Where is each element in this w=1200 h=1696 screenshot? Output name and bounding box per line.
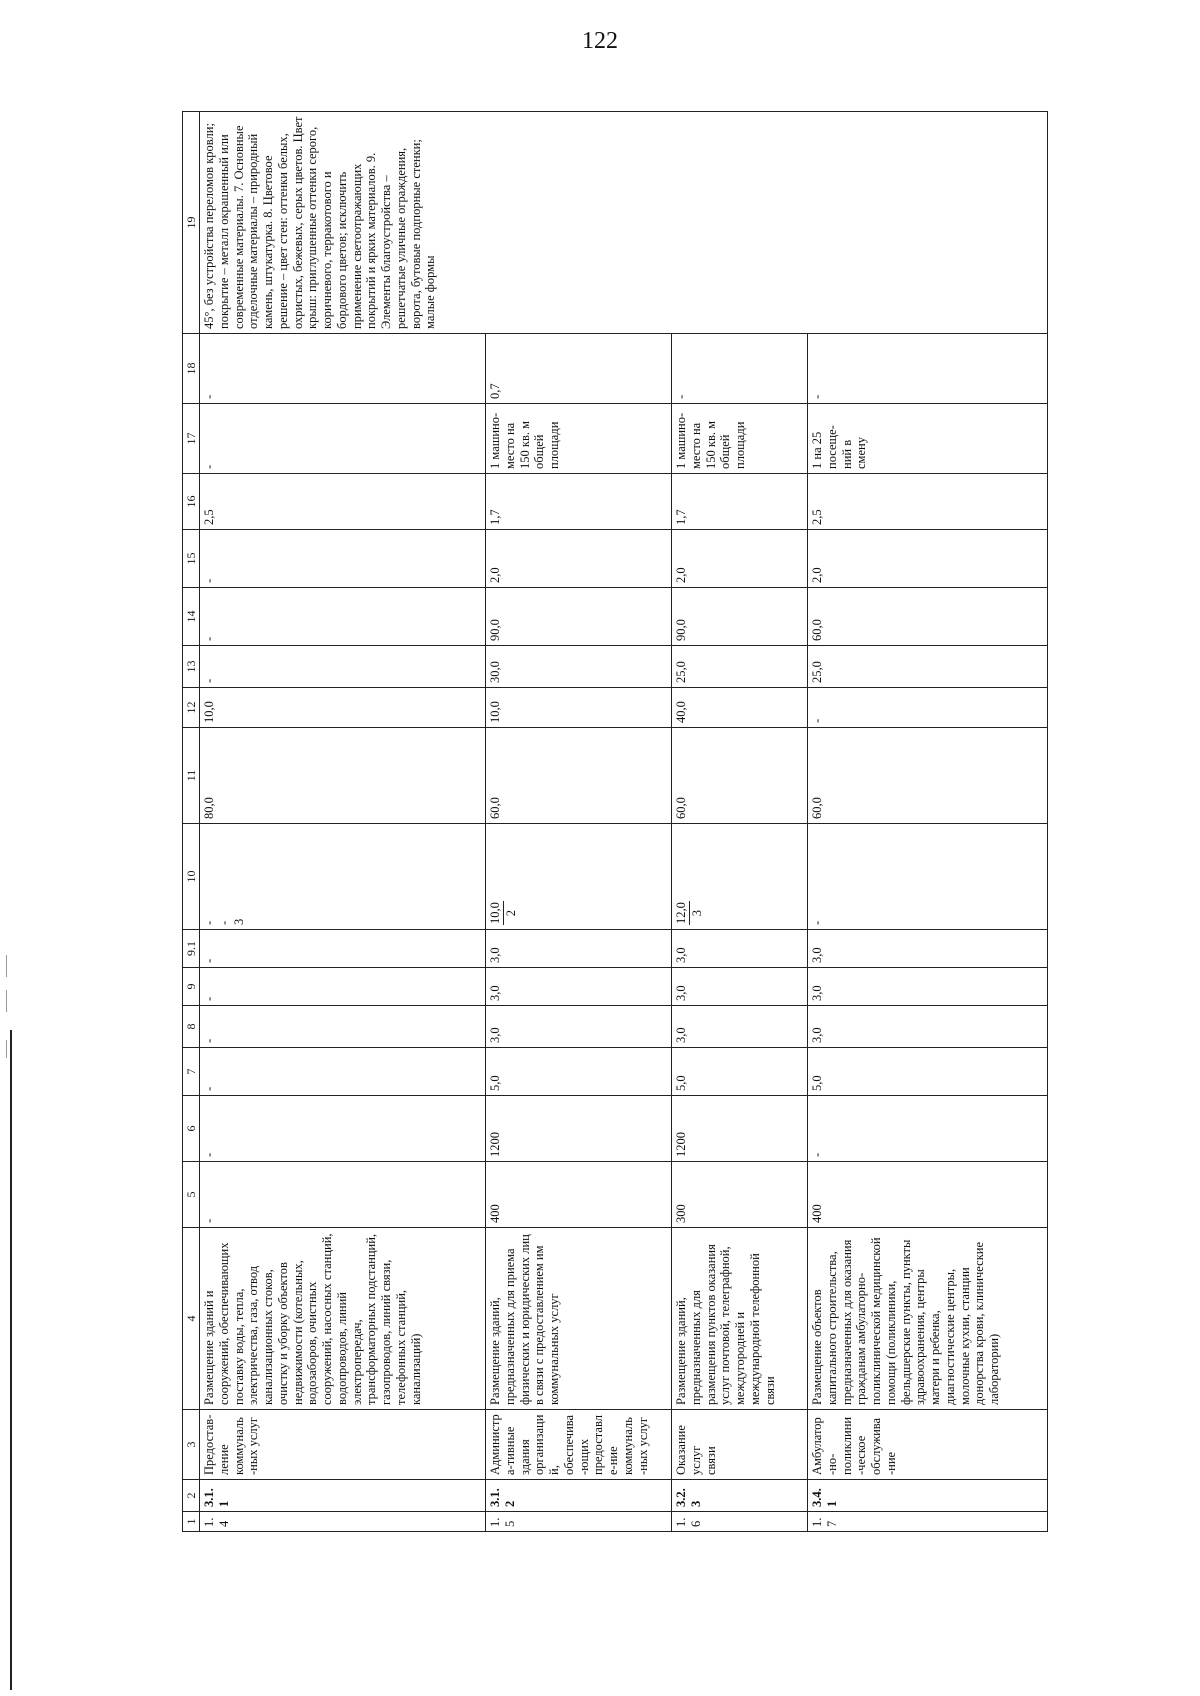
cell-number: 1.7 <box>808 1512 1048 1532</box>
cell-value: 1 на 25 посеще-ний в смену <box>808 404 1048 474</box>
cell-value: 2,0 <box>486 530 672 588</box>
fraction <box>674 901 705 925</box>
cell-value: 3,0 <box>672 1006 808 1048</box>
cell-value: 90,0 <box>486 588 672 646</box>
cell-value: 5,0 <box>672 1048 808 1096</box>
scan-mark <box>6 990 7 1012</box>
cell-value <box>672 824 808 930</box>
cell-code: 3.4.1 <box>808 1480 1048 1512</box>
scan-mark <box>6 955 7 977</box>
cell-value: 10,0 <box>200 688 486 728</box>
cell-value: 300 <box>672 1162 808 1228</box>
cell-value: 400 <box>808 1162 1048 1228</box>
cell-value: - <box>200 1096 486 1162</box>
cell-description: Размещение зданий и сооружений, обеспечивающих поставку воды, тепла, электричества, газа, отвод канализационных стоков, очистку и уборку объектов недвижимости (котельных, водозаборов, очистных сооружений, насосных станций, водопроводов, линий электропередач, трансформаторных подстанций, газопроводов, линий связи, телефонных станций, канализаций) <box>200 1228 486 1410</box>
cell-value: 0,7 <box>486 334 672 404</box>
cell-value: 3,0 <box>808 1006 1048 1048</box>
cell-value: 1 машино-место на 150 кв. м общей площади <box>486 404 672 474</box>
cell-value: - <box>808 824 1048 930</box>
cell-value: 25,0 <box>672 646 808 688</box>
table-row <box>200 112 486 1532</box>
fraction <box>488 901 519 925</box>
cell-number: 1.6 <box>672 1512 808 1532</box>
col-header: 6 <box>183 1096 200 1162</box>
cell-value: 80,0 <box>200 728 486 824</box>
cell-description: Размещение объектов капитального строительства, предназначенных для оказания гражданам амбулаторно-поликлинической медицинской помощи (поликлиники, фельдшерские пункты, пункты здравоохранения, центры матери и ребенка, диагностические центры, молочные кухни, станции донорства крови, клинические лаборатории) <box>808 1228 1048 1410</box>
cell-value: 40,0 <box>672 688 808 728</box>
col-header: 17 <box>183 404 200 474</box>
col-header: 3 <box>183 1410 200 1480</box>
cell-value: 30,0 <box>486 646 672 688</box>
scan-mark <box>6 1040 7 1058</box>
col-header: 1 <box>183 1512 200 1532</box>
cell-value: 1200 <box>672 1096 808 1162</box>
col-header: 2 <box>183 1480 200 1512</box>
cell-value <box>486 824 672 930</box>
col-header: 18 <box>183 334 200 404</box>
cell-value: - <box>200 646 486 688</box>
cell-value: - <box>200 334 486 404</box>
cell-code: 3.2.3 <box>672 1480 808 1512</box>
cell-value: 2,5 <box>808 474 1048 530</box>
fraction-denominator: 2 <box>503 909 518 917</box>
cell-value: 400 <box>486 1162 672 1228</box>
binding-margin-line <box>10 1030 12 1690</box>
cell-line: 3 <box>231 918 246 925</box>
cell-value: 5,0 <box>486 1048 672 1096</box>
fraction-denominator: 3 <box>689 909 704 917</box>
cell-value <box>200 824 486 930</box>
cell-use-name: Оказание услуг связи <box>672 1410 808 1480</box>
col-header: 14 <box>183 588 200 646</box>
header-row <box>183 112 200 1532</box>
cell-value: 2,0 <box>808 530 1048 588</box>
cell-use-name: Предостав-ление коммуналь-ных услуг <box>200 1410 486 1480</box>
cell-value: 60,0 <box>486 728 672 824</box>
cell-value: - <box>200 1048 486 1096</box>
cell-value: - <box>672 334 808 404</box>
cell-value: 10,0 <box>486 688 672 728</box>
col-header: 13 <box>183 646 200 688</box>
page-number: 122 <box>582 28 618 54</box>
fraction-numerator: 10,0 <box>488 902 503 924</box>
cell-value: - <box>200 968 486 1006</box>
cell-value: 1,7 <box>672 474 808 530</box>
cell-use-name: Амбулатор-но-поликлини-ческое обслужива-ние <box>808 1410 1048 1480</box>
cell-number: 1.5 <box>486 1512 672 1532</box>
cell-code: 3.1.2 <box>486 1480 672 1512</box>
cell-value: 2,5 <box>200 474 486 530</box>
cell-value: 60,0 <box>808 588 1048 646</box>
cell-value: 90,0 <box>672 588 808 646</box>
cell-value: 3,0 <box>486 968 672 1006</box>
col-header: 4 <box>183 1228 200 1410</box>
cell-line: - <box>202 920 217 925</box>
cell-value: 3,0 <box>672 968 808 1006</box>
cell-value: 1 машино-место на 150 кв. м общей площади <box>672 404 808 474</box>
fraction-numerator: 12,0 <box>674 902 689 924</box>
col-header: 12 <box>183 688 200 728</box>
col-header: 9.1 <box>183 930 200 968</box>
cell-value: 3,0 <box>486 1006 672 1048</box>
cell-value: - <box>808 1096 1048 1162</box>
cell-value: 3,0 <box>486 930 672 968</box>
cell-notes: 45°, без устройства переломов кровли; покрытие – металл окрашенный или современные материалы. 7. Основные отделочные материалы – природный камень, штукатурка. 8. Цветовое решение – цвет стен: оттенки белых, охристых, бежевых, серых цветов. Цвет крыш: приглушенные оттенки серого, коричневого, терракотового и бордового цветов; исключить применение светоотражающих покрытий и ярких материалов. 9. Элементы благоустройства – решетчатые уличные ограждения, ворота, бутовые подпорные стенки; малые формы <box>200 112 1048 334</box>
col-header: 8 <box>183 1006 200 1048</box>
cell-value: 3,0 <box>808 968 1048 1006</box>
rotated-table-container <box>182 112 1062 1532</box>
cell-value: 3,0 <box>672 930 808 968</box>
cell-value: 3,0 <box>808 930 1048 968</box>
regulations-table <box>182 111 1048 1532</box>
col-header: 16 <box>183 474 200 530</box>
cell-value: 25,0 <box>808 646 1048 688</box>
col-header: 5 <box>183 1162 200 1228</box>
cell-code: 3.1.1 <box>200 1480 486 1512</box>
cell-description: Размещение зданий, предназначенных для размещения пунктов оказания услуг почтовой, телеграфной, междугородней и международной телефонной связи <box>672 1228 808 1410</box>
col-header: 7 <box>183 1048 200 1096</box>
col-header: 10 <box>183 824 200 930</box>
col-header: 9 <box>183 968 200 1006</box>
col-header: 11 <box>183 728 200 824</box>
cell-value: 60,0 <box>672 728 808 824</box>
cell-value: - <box>200 404 486 474</box>
cell-description: Размещение зданий, предназначенных для приема физических и юридических лиц в связи с предоставлением им коммунальных услуг <box>486 1228 672 1410</box>
cell-value: 1,7 <box>486 474 672 530</box>
cell-value: - <box>200 1006 486 1048</box>
col-header: 19 <box>183 112 200 334</box>
cell-value: 2,0 <box>672 530 808 588</box>
cell-use-name: Администра-тивные здания организаций, обеспечива-ющих предоставле-ние коммуналь-ных услуг <box>486 1410 672 1480</box>
cell-line: - <box>216 920 231 925</box>
col-header: 15 <box>183 530 200 588</box>
cell-value: - <box>200 530 486 588</box>
cell-value: - <box>200 588 486 646</box>
cell-value: - <box>200 1162 486 1228</box>
cell-value: - <box>200 930 486 968</box>
cell-value: - <box>808 334 1048 404</box>
cell-number: 1.4 <box>200 1512 486 1532</box>
cell-value: 5,0 <box>808 1048 1048 1096</box>
cell-value: 60,0 <box>808 728 1048 824</box>
cell-value: - <box>808 688 1048 728</box>
cell-value: 1200 <box>486 1096 672 1162</box>
